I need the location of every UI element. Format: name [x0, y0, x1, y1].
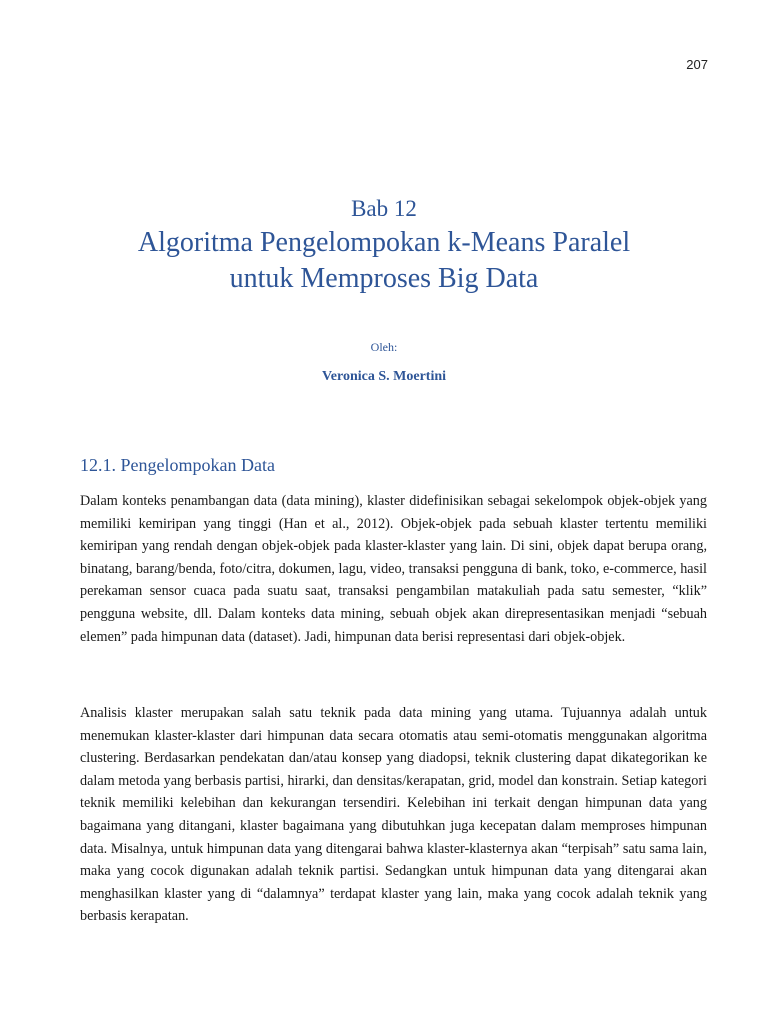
- chapter-title-line-2: untuk Memproses Big Data: [229, 263, 539, 294]
- author-name: Veronica S. Moertini: [321, 369, 447, 384]
- chapter-label: Bab 12: [351, 196, 417, 221]
- body-paragraph: Dalam konteks penambangan data (data mining), klaster didefinisikan sebagai sekelompok objek-objek yang memiliki kemiripan yang tinggi (Han et al., 2012). Objek-objek pada sebuah klaster tertentu memiliki kemiripan yang rendah dengan objek-objek pada klaster-klaster yang lain. Di sini, objek dapat berupa orang, binatang, barang/benda, foto/citra, dokumen, lagu, video, transaksi pengguna di bank, toko, e-commerce, hasil perekaman sensor cuaca pada suatu saat, transaksi pengambilan matakuliah pada satu semester, “klik” pengguna website, dll. Dalam konteks data mining, sebuah objek akan direpresentasikan menjadi “sebuah elemen” pada himpunan data (dataset). Jadi, himpunan data berisi representasi dari objek-objek.: [80, 493, 707, 645]
- chapter-title: [0, 225, 768, 297]
- body-paragraph: Analisis klaster merupakan salah satu teknik pada data mining yang utama. Tujuannya adalah untuk menemukan klaster-klaster dari himpunan data secara otomatis atau semi-otomatis menggunakan algoritma clustering. Berdasarkan pendekatan dan/atau konsep yang diadopsi, teknik clustering dapat dikategorikan ke dalam metoda yang berbasis partisi, hirarki, dan densitas/kerapatan, grid, model dan konstrain. Setiap kategori teknik memiliki kelebihan dan kekurangan tersendiri. Kelebihan ini terkait dengan himpunan data yang bagaimana yang ditangani, klaster bagaimana yang dibutuhkan juga kecepatan dalam memproses himpunan data. Misalnya, untuk himpunan data yang ditengarai bahwa klaster-klasternya akan “terpisah” satu sama lain, maka yang cocok digunakan adalah teknik partisi. Sedangkan untuk himpunan data yang ditengarai akan menghasilkan klaster yang di “dalamnya” terdapat klaster yang lain, maka yang cocok adalah teknik yang berbasis kerapatan.: [80, 705, 707, 925]
- author-by-label: Oleh:: [370, 340, 398, 354]
- section-heading: 12.1. Pengelompokan Data: [80, 455, 275, 475]
- chapter-header: [0, 195, 768, 297]
- page-number: 207: [686, 57, 708, 72]
- author-block: [0, 340, 768, 385]
- chapter-title-line-1: Algoritma Pengelompokan k-Means Paralel: [137, 227, 631, 258]
